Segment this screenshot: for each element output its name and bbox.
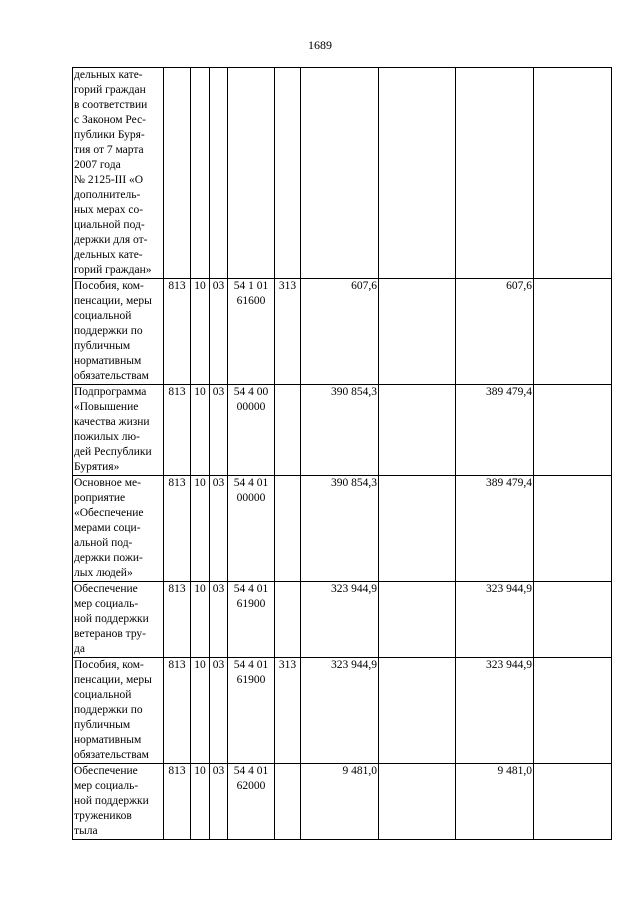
row-empty-cell — [534, 658, 612, 764]
row-name-cell — [73, 279, 164, 385]
name-line: тружеников — [74, 810, 132, 822]
row-subsection-code: 03 — [210, 764, 228, 840]
name-line: социальной — [74, 310, 132, 322]
row-empty-cell — [379, 582, 456, 658]
name-line: «Обеспечение — [74, 507, 144, 519]
row-admin-code: 813 — [164, 582, 191, 658]
name-line: ной поддержки — [74, 795, 149, 807]
row-target-article: 54 4 01 61900 — [228, 582, 275, 658]
name-line: дей Республики — [74, 446, 152, 458]
row-empty-cell — [379, 764, 456, 840]
row-section-code: 10 — [191, 476, 210, 582]
row-amount-1: 323 944,9 — [301, 582, 379, 658]
name-line: в соответствии — [74, 99, 148, 111]
row-name-cell — [73, 68, 164, 279]
row-admin-code: 813 — [164, 279, 191, 385]
row-subsection-code: 03 — [210, 582, 228, 658]
row-admin-code — [164, 68, 191, 279]
name-line: держки для от- — [74, 234, 148, 246]
name-line: пожилых лю- — [74, 431, 140, 443]
name-line: Обеспечение — [74, 765, 138, 777]
row-expense-type — [275, 476, 301, 582]
name-line: обязательствам — [74, 370, 149, 382]
row-name-cell — [73, 582, 164, 658]
row-target-article: 54 4 01 62000 — [228, 764, 275, 840]
name-line: «Повышение — [74, 401, 139, 413]
table-body — [73, 68, 612, 840]
name-line: публичным — [74, 719, 131, 731]
row-amount-1: 390 854,3 — [301, 476, 379, 582]
table-row — [73, 385, 612, 476]
name-line: обязательствам — [74, 749, 149, 761]
name-line: тыла — [74, 825, 98, 837]
row-section-code: 10 — [191, 385, 210, 476]
name-line: с Законом Рес- — [74, 114, 147, 126]
name-line: мер социаль- — [74, 780, 139, 792]
row-subsection-code: 03 — [210, 279, 228, 385]
row-expense-type — [275, 385, 301, 476]
row-empty-cell — [379, 476, 456, 582]
name-line: тия от 7 марта — [74, 144, 144, 156]
row-subsection-code: 03 — [210, 476, 228, 582]
row-subsection-code — [210, 68, 228, 279]
row-expense-type: 313 — [275, 658, 301, 764]
name-line: качества жизни — [74, 416, 150, 428]
name-line: публичным — [74, 340, 131, 352]
row-amount-2: 389 479,4 — [456, 385, 534, 476]
row-empty-cell — [379, 385, 456, 476]
row-expense-type — [275, 582, 301, 658]
row-target-article: 54 4 01 00000 — [228, 476, 275, 582]
row-amount-2 — [456, 68, 534, 279]
name-line: дополнитель- — [74, 189, 141, 201]
row-amount-1: 390 854,3 — [301, 385, 379, 476]
name-line: поддержки по — [74, 704, 143, 716]
name-line: альной под- — [74, 537, 133, 549]
table-row — [73, 582, 612, 658]
row-name-cell — [73, 764, 164, 840]
row-section-code: 10 — [191, 764, 210, 840]
name-line: Основное ме- — [74, 477, 141, 489]
name-line: мер социаль- — [74, 598, 139, 610]
row-name-cell — [73, 658, 164, 764]
name-line: пенсации, меры — [74, 674, 152, 686]
row-empty-cell — [534, 385, 612, 476]
page-number: 1689 — [308, 38, 332, 52]
name-line: нормативным — [74, 355, 142, 367]
row-amount-2: 389 479,4 — [456, 476, 534, 582]
name-line: № 2125-III «О — [74, 174, 144, 186]
row-admin-code: 813 — [164, 476, 191, 582]
name-line: ных мерах со- — [74, 204, 144, 216]
table-row — [73, 476, 612, 582]
row-amount-1: 607,6 — [301, 279, 379, 385]
row-section-code: 10 — [191, 658, 210, 764]
row-empty-cell — [534, 476, 612, 582]
name-line: 2007 года — [74, 159, 121, 171]
row-empty-cell — [379, 658, 456, 764]
row-admin-code: 813 — [164, 385, 191, 476]
name-line: циальной под- — [74, 219, 145, 231]
budget-table — [72, 67, 612, 840]
name-line: Подпрограмма — [74, 386, 147, 398]
row-section-code — [191, 68, 210, 279]
name-line: да — [74, 643, 85, 655]
name-line: ной поддержки — [74, 613, 149, 625]
row-amount-1 — [301, 68, 379, 279]
row-amount-1: 323 944,9 — [301, 658, 379, 764]
name-line: Бурятия» — [74, 461, 120, 473]
name-line: дельных кате- — [74, 69, 143, 81]
name-line: пенсации, меры — [74, 295, 152, 307]
row-amount-2: 9 481,0 — [456, 764, 534, 840]
name-line: Пособия, ком- — [74, 659, 144, 671]
row-expense-type — [275, 764, 301, 840]
name-line: ветеранов тру- — [74, 628, 147, 640]
row-empty-cell — [379, 279, 456, 385]
table-row — [73, 279, 612, 385]
row-amount-1: 9 481,0 — [301, 764, 379, 840]
row-expense-type — [275, 68, 301, 279]
row-subsection-code: 03 — [210, 658, 228, 764]
name-line: Обеспечение — [74, 583, 138, 595]
name-line: роприятие — [74, 492, 126, 504]
table-row — [73, 658, 612, 764]
row-target-article — [228, 68, 275, 279]
name-line: социальной — [74, 689, 132, 701]
row-empty-cell — [379, 68, 456, 279]
name-line: Пособия, ком- — [74, 280, 144, 292]
row-section-code: 10 — [191, 279, 210, 385]
row-amount-2: 323 944,9 — [456, 658, 534, 764]
row-amount-2: 607,6 — [456, 279, 534, 385]
row-expense-type: 313 — [275, 279, 301, 385]
row-subsection-code: 03 — [210, 385, 228, 476]
row-admin-code: 813 — [164, 764, 191, 840]
row-amount-2: 323 944,9 — [456, 582, 534, 658]
table-row — [73, 68, 612, 279]
row-target-article: 54 4 01 61900 — [228, 658, 275, 764]
name-line: лых людей» — [74, 567, 133, 579]
row-empty-cell — [534, 279, 612, 385]
name-line: дельных кате- — [74, 249, 143, 261]
row-empty-cell — [534, 68, 612, 279]
name-line: держки пожи- — [74, 552, 143, 564]
name-line: мерами соци- — [74, 522, 141, 534]
row-name-cell — [73, 385, 164, 476]
table-row — [73, 764, 612, 840]
row-section-code: 10 — [191, 582, 210, 658]
name-line: горий граждан» — [74, 264, 152, 276]
name-line: нормативным — [74, 734, 142, 746]
row-name-cell — [73, 476, 164, 582]
row-empty-cell — [534, 764, 612, 840]
row-target-article: 54 4 00 00000 — [228, 385, 275, 476]
row-admin-code: 813 — [164, 658, 191, 764]
row-target-article: 54 1 01 61600 — [228, 279, 275, 385]
name-line: поддержки по — [74, 325, 143, 337]
row-empty-cell — [534, 582, 612, 658]
name-line: публики Буря- — [74, 129, 145, 141]
name-line: горий граждан — [74, 84, 146, 96]
